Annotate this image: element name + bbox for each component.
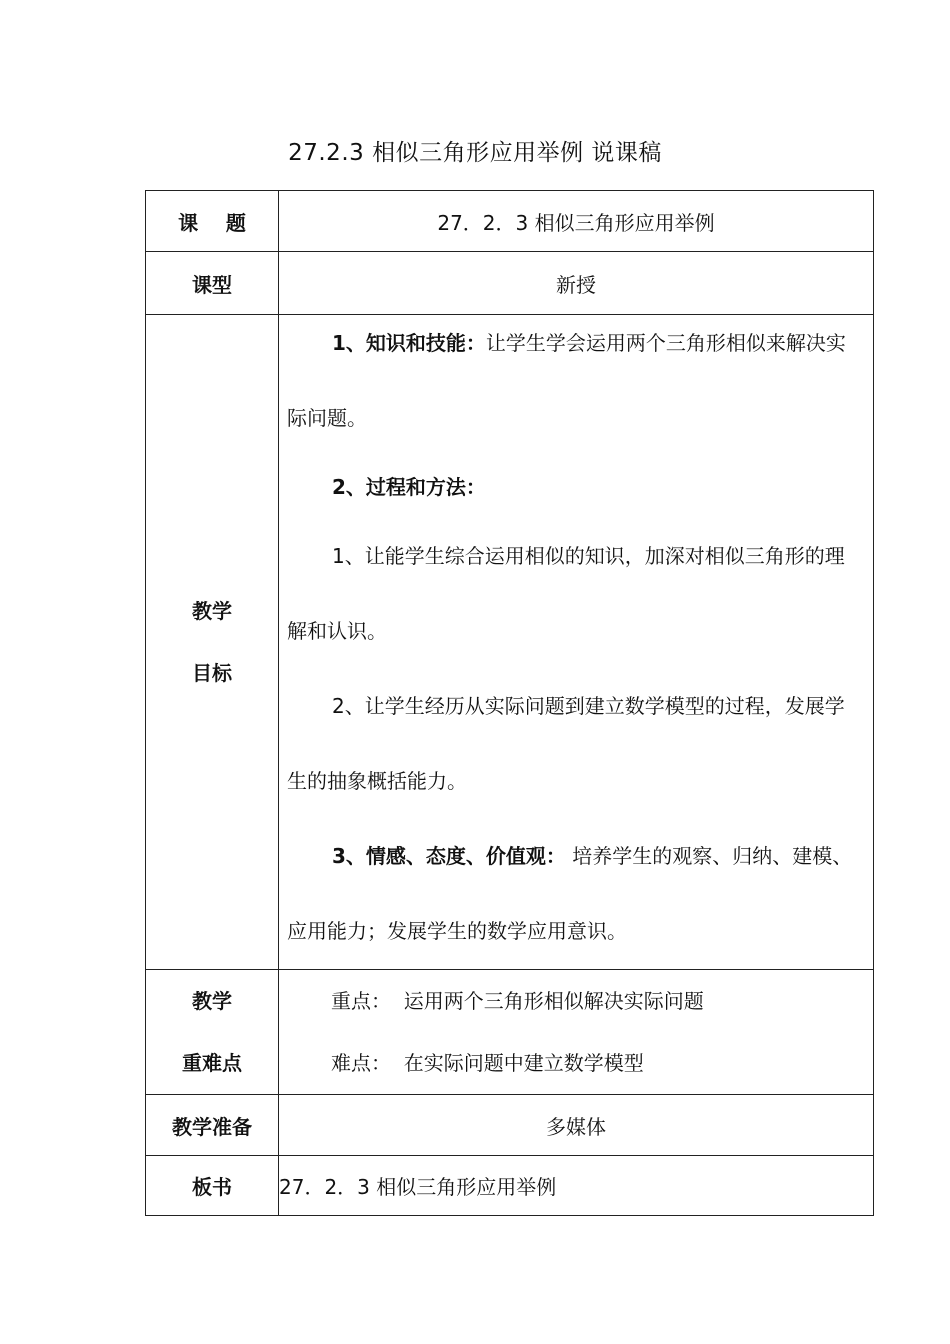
type-label: 课型 xyxy=(146,252,279,315)
type-value: 新授 xyxy=(279,252,874,315)
lesson-plan-table xyxy=(145,190,874,1216)
document-title: 27.2.3 相似三角形应用举例 说课稿 xyxy=(288,140,662,166)
key-point-line: 重点： 运用两个三角形相似解决实际问题 xyxy=(331,989,704,1013)
objectives-label xyxy=(146,315,279,970)
row-key-points xyxy=(146,970,874,1095)
knowledge-heading: 1、知识和技能： xyxy=(332,331,486,355)
row-preparation xyxy=(146,1095,874,1156)
topic-value: 27．2．3 相似三角形应用举例 xyxy=(279,191,874,252)
emotion-heading: 3、情感、态度、价值观： xyxy=(332,844,566,868)
preparation-value: 多媒体 xyxy=(279,1095,874,1156)
process-heading: 2、过程和方法： xyxy=(332,475,486,499)
objectives-label-line2: 目标 xyxy=(192,661,232,685)
process-paragraph xyxy=(279,456,873,519)
process-item-2: 2、让学生经历从实际问题到建立数学模型的过程，发展学生的抽象概括能力。 xyxy=(287,694,845,793)
emotion-paragraph xyxy=(279,819,873,969)
row-blackboard xyxy=(146,1156,874,1216)
preparation-label: 教学准备 xyxy=(146,1095,279,1156)
blackboard-label: 板书 xyxy=(146,1156,279,1216)
objectives-content xyxy=(279,315,874,970)
process-item-1: 1、让能学生综合运用相似的知识，加深对相似三角形的理解和认识。 xyxy=(287,544,845,643)
key-points-label xyxy=(146,970,279,1095)
blackboard-value: 27．2．3 相似三角形应用举例 xyxy=(279,1156,874,1216)
row-topic xyxy=(146,191,874,252)
key-points-label-line2: 重难点 xyxy=(182,1051,242,1075)
difficult-point-line: 难点： 在实际问题中建立数学模型 xyxy=(331,1051,644,1075)
key-points-label-line1: 教学 xyxy=(192,989,232,1013)
emotion-text: 培养学生的观察、归纳、建模、应用能力；发展学生的数学应用意识。 xyxy=(287,844,853,943)
knowledge-paragraph xyxy=(279,306,873,456)
row-objectives xyxy=(146,315,874,970)
knowledge-text: 让学生学会运用两个三角形相似来解决实际问题。 xyxy=(287,331,846,430)
topic-label: 课 题 xyxy=(146,191,279,252)
objectives-label-line1: 教学 xyxy=(192,599,232,623)
key-points-content xyxy=(279,970,874,1095)
